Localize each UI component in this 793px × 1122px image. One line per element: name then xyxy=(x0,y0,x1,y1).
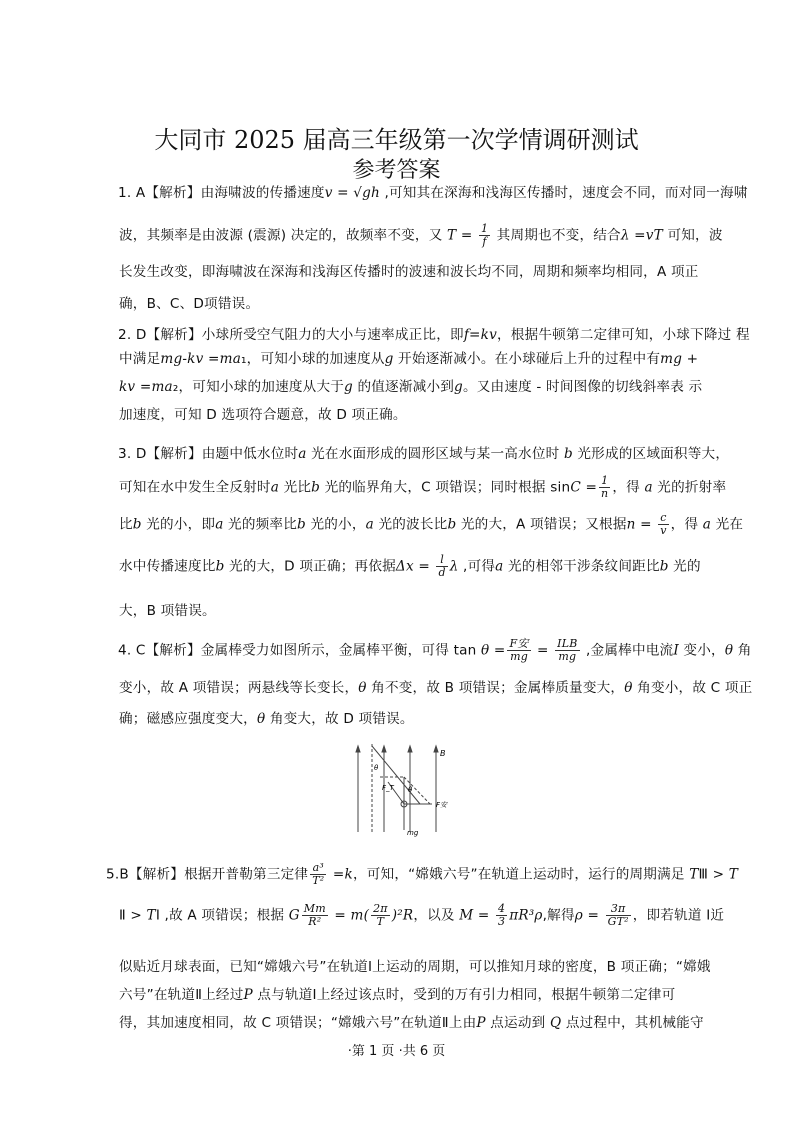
denominator: GT² xyxy=(607,915,629,928)
math-symbol: kv xyxy=(119,379,136,395)
text-segment: = xyxy=(413,558,435,575)
text-segment: ，可知，“嫦娥六号”在轨道上运动时，运行的周期满足 xyxy=(352,866,690,883)
text-line xyxy=(119,263,699,281)
math-symbol: a xyxy=(702,516,712,533)
page-footer: ·第 1 页 ·共 6 页 xyxy=(347,1044,446,1059)
fraction xyxy=(599,475,610,500)
math-symbol: b xyxy=(447,516,457,533)
text-segment: 3. D【解析】由题中低水位时 xyxy=(118,446,299,462)
text-segment: 似贴近月球表面，已知“嫦娥六号”在轨道Ⅰ上运动的周期，可以推知月球的密度，B 项正确；“嫦娥 xyxy=(119,959,711,975)
math-symbol: πR³ρ xyxy=(509,907,543,924)
document-subtitle: 参考答案 xyxy=(352,158,441,183)
math-symbol: ma xyxy=(151,379,173,395)
math-symbol: G xyxy=(288,907,300,924)
arrow-icon xyxy=(382,746,386,752)
math-symbol: b xyxy=(659,558,669,575)
text-segment: = xyxy=(489,642,506,659)
text-segment: 可知在水中发生全反射时 xyxy=(119,479,271,496)
text-segment: ₁，可知小球的加速度从 xyxy=(241,351,385,367)
label-ampere-force: F安 xyxy=(436,801,448,809)
fraction xyxy=(371,903,390,928)
text-segment: 1. A【解析】由海啸波的传播速度 xyxy=(118,185,325,201)
text-segment: ₂，可知小球的加速度从大于 xyxy=(172,379,345,395)
fraction xyxy=(606,903,631,928)
text-segment: 光的小，即 xyxy=(141,516,216,533)
text-segment: + xyxy=(682,351,699,367)
text-segment: = xyxy=(328,866,345,883)
denominator: T xyxy=(376,915,385,928)
denominator: R² xyxy=(308,915,322,928)
text-line xyxy=(118,638,752,663)
text-segment: 其周期也不变，结合 xyxy=(492,227,621,244)
fraction xyxy=(479,223,490,248)
math-symbol: n xyxy=(626,516,636,533)
math-symbol: θ xyxy=(724,642,734,659)
denominator: d xyxy=(438,566,446,579)
math-symbol: )²R xyxy=(391,907,414,924)
text-line xyxy=(118,326,750,344)
label-B: B xyxy=(440,749,446,758)
denominator: T² xyxy=(312,874,325,887)
math-symbol: P xyxy=(476,1015,486,1031)
math-symbol: vT xyxy=(645,227,663,244)
numerator: l xyxy=(436,554,447,567)
math-symbol: k xyxy=(344,866,353,883)
text-segment: ，根据牛顿第二定律可知，小球下降过 程 xyxy=(496,327,750,343)
text-segment: 光的波长比 xyxy=(373,516,448,533)
text-segment: 的值逐渐减小到 xyxy=(352,379,455,395)
math-symbol: mg-kv xyxy=(160,351,204,367)
text-line xyxy=(118,184,748,202)
text-segment: = xyxy=(135,379,152,395)
fraction xyxy=(496,903,507,928)
text-segment: 确；磁感应强度变大， xyxy=(119,711,257,727)
text-line xyxy=(119,223,723,248)
numerator: F安 xyxy=(509,637,529,650)
math-symbol: ρ xyxy=(574,907,583,924)
label-tension: F_T xyxy=(382,784,394,792)
numerator: c xyxy=(658,512,668,525)
text-segment: 光形成的区域面积等大， xyxy=(572,446,730,462)
text-line xyxy=(119,512,743,537)
math-symbol: g xyxy=(384,351,394,367)
text-segment: 光比 xyxy=(279,479,312,496)
math-symbol: λ xyxy=(449,558,459,575)
fraction xyxy=(310,862,326,887)
text-segment: 光的相邻干涉条纹间距比 xyxy=(503,558,660,575)
math-symbol: θ xyxy=(256,711,266,727)
text-segment: = xyxy=(203,351,220,367)
text-line xyxy=(119,679,752,697)
math-symbol: M xyxy=(459,907,474,924)
text-segment: 角变大，故 D 项错误。 xyxy=(265,711,414,727)
text-line xyxy=(119,602,216,620)
arrow-icon xyxy=(434,746,438,752)
text-line xyxy=(119,710,414,728)
text-segment: ,可得 xyxy=(458,558,496,575)
label-mg: mg xyxy=(407,829,419,837)
text-segment: ，得 xyxy=(612,479,645,496)
text-segment: Ⅱ > xyxy=(119,907,147,924)
text-line xyxy=(119,295,259,313)
text-segment: ，即若轨道 Ⅰ近 xyxy=(632,907,725,924)
text-segment: 。又由速度 - 时间图像的切线斜率表 示 xyxy=(462,379,703,395)
numerator: 4 xyxy=(498,902,506,915)
denominator: n xyxy=(601,487,609,500)
text-segment: ,解得 xyxy=(542,907,575,924)
numerator: 1 xyxy=(599,475,610,488)
text-segment: 可知，波 xyxy=(662,227,723,244)
text-line xyxy=(119,378,702,396)
math-symbol: m( xyxy=(350,907,370,924)
math-symbol: P xyxy=(243,987,253,1003)
text-segment: 确，B、C、D项错误。 xyxy=(119,296,260,312)
numerator: 3π xyxy=(606,903,631,916)
text-segment: ，以及 xyxy=(413,907,460,924)
math-symbol: mg xyxy=(660,351,683,367)
text-segment: = xyxy=(473,907,494,924)
arrow-icon xyxy=(356,746,360,752)
text-segment: 点运动到 xyxy=(485,1015,550,1031)
text-segment: 光在水面形成的圆形区域与某一高水位时 xyxy=(306,446,564,462)
fraction xyxy=(658,512,668,537)
text-segment: 光的小， xyxy=(305,516,366,533)
math-symbol: a xyxy=(215,516,224,533)
text-line xyxy=(119,475,726,500)
text-segment: Ⅲ > xyxy=(698,866,729,883)
math-symbol: v = √gh xyxy=(324,185,380,201)
text-segment: 中满足 xyxy=(119,351,161,367)
math-symbol: θ xyxy=(480,642,490,659)
fraction xyxy=(507,638,530,663)
text-segment: 开始逐渐减小。在小球碰后上升的过程中有 xyxy=(393,351,661,367)
text-segment: 4. C【解析】金属棒受力如图所示，金属棒平衡，可得 tan xyxy=(118,642,481,659)
math-symbol: b xyxy=(132,516,142,533)
text-segment: Ⅰ ,故 A 项错误；根据 xyxy=(155,907,289,924)
text-segment: ,金属棒中电流 xyxy=(581,642,674,659)
math-symbol: Δx xyxy=(395,558,414,575)
math-symbol: Q xyxy=(549,1015,562,1031)
text-line xyxy=(119,1014,704,1032)
fraction xyxy=(436,554,447,579)
math-symbol: b xyxy=(311,479,321,496)
text-segment: = xyxy=(580,479,598,496)
math-symbol: a xyxy=(495,558,504,575)
math-symbol: ma xyxy=(219,351,242,367)
text-segment: 光的折射率 xyxy=(652,479,727,496)
denominator: f xyxy=(482,235,487,248)
text-segment: 加速度，可知 D 选项符合题意，故 D 项正确。 xyxy=(119,407,407,423)
numerator: 2π xyxy=(373,902,388,915)
math-symbol: a xyxy=(644,479,653,496)
text-segment: 大，B 项错误。 xyxy=(119,603,216,619)
arrow-icon xyxy=(408,746,412,752)
text-segment: ,可知其在深海和浅海区传播时，速度会不同，而对同一海啸 xyxy=(379,185,748,201)
text-segment: 变小，故 A 项错误；两悬线等长变长， xyxy=(119,680,359,696)
numerator: a³ xyxy=(310,862,326,875)
numerator: ILB xyxy=(557,637,578,650)
math-symbol: a xyxy=(365,516,374,533)
text-segment: 点过程中，其机械能守 xyxy=(561,1015,704,1031)
text-segment: 2. D【解析】小球所受空气阻力的大小与速率成正比，即 xyxy=(118,327,464,343)
label-theta-2: θ xyxy=(408,786,413,794)
math-symbol: g xyxy=(344,379,353,395)
denominator: mg xyxy=(558,650,577,663)
math-symbol: θ xyxy=(358,680,367,696)
math-symbol: b xyxy=(563,446,573,462)
text-line xyxy=(106,862,738,887)
fraction xyxy=(302,903,328,928)
text-line xyxy=(119,903,724,928)
text-segment: = xyxy=(456,227,477,244)
math-symbol: T xyxy=(728,866,738,883)
numerator: Mm xyxy=(303,902,326,915)
text-segment: 光的频率比 xyxy=(223,516,298,533)
text-line xyxy=(119,958,711,976)
math-symbol: I xyxy=(673,642,679,659)
math-symbol: λ xyxy=(620,227,630,244)
math-symbol: a xyxy=(270,479,280,496)
text-segment: ，得 xyxy=(670,516,703,533)
text-segment: 光在 xyxy=(711,516,744,533)
math-symbol: T xyxy=(447,227,457,244)
math-symbol: T xyxy=(689,866,699,883)
text-segment: = xyxy=(635,516,657,533)
text-line xyxy=(119,406,407,424)
math-symbol: g xyxy=(454,379,463,395)
text-segment: 点与轨道Ⅰ上经过该点时，受到的万有引力相同，根据牛顿第二定律可 xyxy=(252,987,676,1003)
text-segment: 光的临界角大，C 项错误；同时根据 sin xyxy=(320,479,571,496)
text-segment: 角 xyxy=(733,642,752,659)
text-segment: 比 xyxy=(119,516,133,533)
text-segment: 波，其频率是由波源 (震源) 决定的，故频率不变，又 xyxy=(119,227,448,244)
text-segment: 角不变，故 B 项错误；金属棒质量变大， xyxy=(366,680,625,696)
text-segment: 光的 xyxy=(668,558,701,575)
denominator: 3 xyxy=(498,915,506,928)
text-segment: = xyxy=(532,642,554,659)
math-symbol: b xyxy=(215,558,225,575)
text-segment: = xyxy=(582,907,604,924)
text-segment: 水中传播速度比 xyxy=(119,558,216,575)
text-segment: 光的大，A 项错误；又根据 xyxy=(456,516,627,533)
text-segment: = xyxy=(329,907,351,924)
math-symbol: f=kv xyxy=(463,327,497,343)
label-theta: θ xyxy=(374,764,379,772)
text-segment: = xyxy=(629,227,646,244)
text-line xyxy=(119,554,701,579)
text-segment: 5.B【解析】根据开普勒第三定律 xyxy=(106,866,309,883)
text-segment: 长发生改变，即海啸波在深海和浅海区传播时的波速和波长均不同，周期和频率均相同，A 项正 xyxy=(119,264,699,280)
text-segment: 角变小，故 C 项正 xyxy=(632,680,753,696)
document-title: 大同市 2025 届高三年级第一次学情调研测试 xyxy=(154,126,639,154)
text-line xyxy=(118,445,729,463)
denominator: v xyxy=(660,524,667,537)
text-line xyxy=(119,350,698,368)
math-symbol: C xyxy=(570,479,581,496)
math-symbol: a xyxy=(298,446,307,462)
text-segment: 得，其加速度相同，故 C 项错误；“嫦娥六号”在轨道Ⅱ上由 xyxy=(119,1015,477,1031)
text-segment: 六号”在轨道Ⅱ上经过 xyxy=(119,987,244,1003)
denominator: mg xyxy=(510,650,528,663)
force-diagram-figure xyxy=(352,742,464,838)
text-line xyxy=(119,986,675,1004)
math-symbol: θ xyxy=(624,680,633,696)
numerator: 1 xyxy=(480,222,489,235)
text-segment: 光的大，D 项正确；再依据 xyxy=(224,558,396,575)
math-symbol: T xyxy=(146,907,156,924)
text-segment: 变小， xyxy=(678,642,725,659)
fraction xyxy=(555,638,579,663)
suspension-line xyxy=(372,746,420,804)
math-symbol: b xyxy=(297,516,306,533)
